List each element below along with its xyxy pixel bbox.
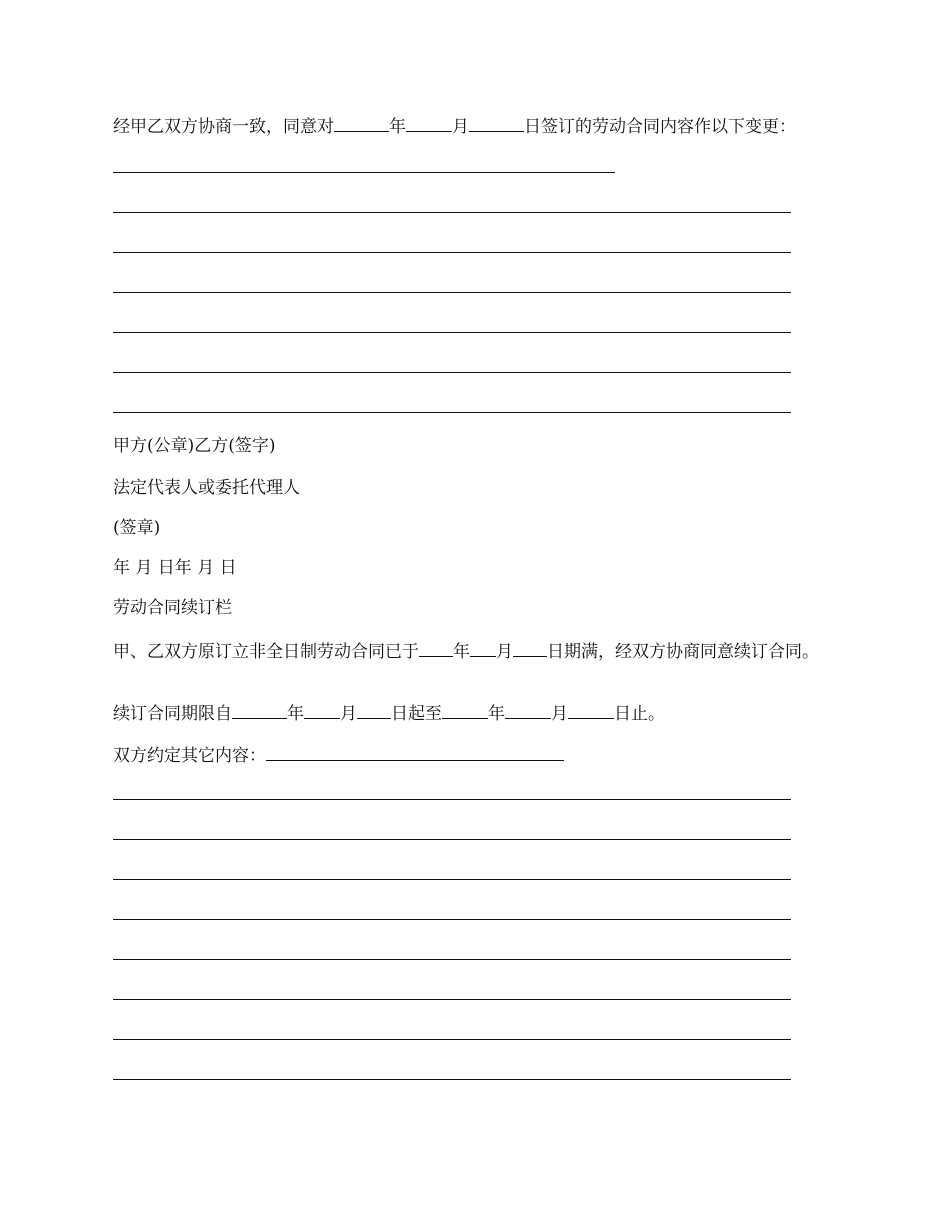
year-blank[interactable] [442, 700, 488, 719]
year-label: 年 [389, 117, 406, 137]
day-blank[interactable] [357, 700, 391, 719]
fill-line[interactable] [113, 292, 791, 293]
fill-line[interactable] [113, 172, 615, 173]
seal-line: (签章) [113, 518, 161, 538]
intro-text: 经甲乙双方协商一致，同意对 [113, 117, 334, 137]
intro-end-text: 日签订的劳动合同内容作以下变更： [524, 117, 796, 137]
term-text: 续订合同期限自 [113, 704, 232, 724]
renewal-text: 甲、乙双方原订立非全日制劳动合同已于 [113, 642, 419, 662]
renewal-title: 劳动合同续订栏 [113, 598, 232, 618]
month-label: 月 [340, 704, 357, 724]
fill-line[interactable] [113, 879, 791, 880]
month-blank[interactable] [304, 700, 340, 719]
renewal-term [113, 700, 665, 725]
month-blank[interactable] [470, 638, 496, 657]
fill-line[interactable] [113, 332, 791, 333]
day-blank[interactable] [568, 700, 614, 719]
representative-line: 法定代表人或委托代理人 [113, 478, 300, 498]
fill-line[interactable] [113, 799, 791, 800]
year-blank[interactable] [334, 113, 389, 132]
year-blank[interactable] [419, 638, 453, 657]
fill-line[interactable] [113, 1039, 791, 1040]
fill-line[interactable] [113, 839, 791, 840]
month-blank[interactable] [505, 700, 551, 719]
year-label: 年 [453, 642, 470, 662]
other-content [113, 742, 564, 767]
month-label: 月 [551, 704, 568, 724]
year-label: 年 [488, 704, 505, 724]
year-blank[interactable] [232, 700, 287, 719]
day-blank[interactable] [469, 113, 524, 132]
month-label: 月 [496, 642, 513, 662]
other-blank[interactable] [266, 742, 564, 761]
day-blank[interactable] [513, 638, 547, 657]
renewal-statement [113, 638, 835, 662]
change-statement [113, 113, 796, 138]
fill-line[interactable] [113, 919, 791, 920]
fill-line[interactable] [113, 959, 791, 960]
year-label: 年 [287, 704, 304, 724]
from-text: 日起至 [391, 704, 442, 724]
date-line: 年 月 日年 月 日 [113, 558, 237, 578]
fill-line[interactable] [113, 412, 791, 413]
fill-line[interactable] [113, 999, 791, 1000]
fill-line[interactable] [113, 252, 791, 253]
month-blank[interactable] [406, 113, 452, 132]
renewal-end-text: 日期满，经双方协商同意续订合同。 [547, 642, 819, 662]
end-text: 日止。 [614, 704, 665, 724]
month-label: 月 [452, 117, 469, 137]
fill-line[interactable] [113, 372, 791, 373]
parties-line: 甲方(公章)乙方(签字) [113, 436, 276, 456]
fill-line[interactable] [113, 1079, 791, 1080]
other-label: 双方约定其它内容： [113, 746, 266, 766]
fill-line[interactable] [113, 212, 791, 213]
